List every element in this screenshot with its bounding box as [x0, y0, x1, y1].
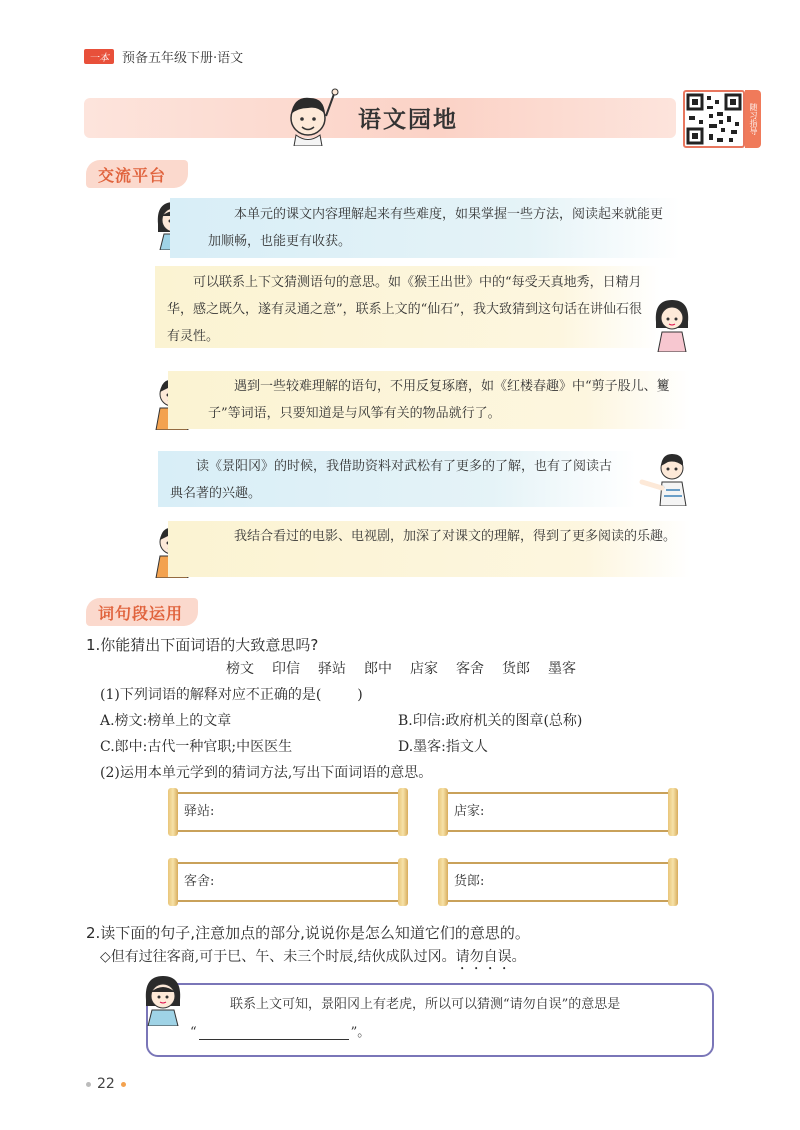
answer-scroll[interactable]	[438, 788, 678, 836]
section-tag-usage: 词句段运用	[86, 598, 198, 626]
boy-avatar-icon	[636, 448, 696, 506]
quote-open: “	[190, 1025, 197, 1040]
dialogue-bubble	[168, 371, 690, 429]
subquestion-1-text: (1)下列词语的解释对应不正确的是(	[100, 687, 322, 703]
bubble-text: 读《景阳冈》的时候，我借助资料对武松有了更多的了解，也有了阅读古典名著的兴趣。	[170, 459, 613, 501]
word-item: 郎中	[364, 661, 392, 677]
answer-blank-input[interactable]	[199, 1024, 349, 1040]
qr-label: 随习指导	[745, 90, 761, 148]
sentence-end: 。	[511, 949, 526, 965]
subquestion-1	[100, 684, 363, 704]
bubble-text: 遇到一些较难理解的语句，不用反复琢磨，如《红楼春趣》中“剪子股儿、籰子”等词语，只要知道是与风筝有关的物品就行了。	[208, 379, 670, 421]
answer-prompt: 联系上文可知，景阳冈上有老虎，所以可以猜测“请勿自误”的意思是	[230, 997, 621, 1012]
answer-fill-line	[190, 1021, 370, 1040]
bubble-text: 我结合看过的电影、电视剧，加深了对课文的理解，得到了更多阅读的乐趣。	[234, 529, 677, 544]
dialogue-bubble	[168, 521, 690, 577]
sentence-text: ◇但有过往客商,可于巳、午、未三个时辰,结伙成队过冈。	[100, 949, 456, 965]
quote-close: ”。	[350, 1025, 371, 1040]
option-d[interactable]: D.墨客:指文人	[398, 739, 488, 755]
page-number	[86, 1076, 126, 1092]
boy-mascot-icon	[278, 86, 344, 146]
word-item: 印信	[272, 661, 300, 677]
option-c[interactable]: C.郎中:古代一种官职;中医医生	[100, 739, 293, 755]
bubble-text: 本单元的课文内容理解起来有些难度，如果掌握一些方法，阅读起来就能更加顺畅，也能更有收获。	[208, 207, 664, 249]
book-title: 预备五年级下册·语文	[122, 50, 244, 66]
subquestion-2: (2)运用本单元学到的猜词方法,写出下面词语的意思。	[100, 765, 433, 781]
question-1-stem: 1.你能猜出下面词语的大致意思吗?	[86, 636, 319, 654]
dialogue-bubble	[158, 451, 636, 507]
answer-scroll[interactable]	[168, 788, 408, 836]
dotted-phrase: 请勿自误	[455, 949, 512, 965]
publisher-logo: 一本	[84, 49, 114, 64]
girl-avatar-icon	[646, 294, 698, 352]
scroll-label: 货郎:	[454, 874, 485, 889]
running-header	[84, 44, 243, 68]
page-number-text: 22	[97, 1076, 115, 1092]
word-item: 客舍	[456, 661, 484, 677]
word-item: 货郎	[502, 661, 530, 677]
word-item: 店家	[410, 661, 438, 677]
scroll-label: 店家:	[454, 804, 485, 819]
dialogue-bubble	[155, 266, 660, 348]
qr-code-icon[interactable]	[683, 90, 745, 148]
example-sentence	[100, 946, 526, 973]
dialogue-bubble	[170, 198, 680, 258]
scroll-label: 驿站:	[184, 804, 215, 819]
page-title: 语文园地	[358, 107, 458, 133]
question-2-stem: 2.读下面的句子,注意加点的部分,说说你是怎么知道它们的意思的。	[86, 924, 530, 942]
word-item: 驿站	[318, 661, 346, 677]
answer-scroll[interactable]	[168, 858, 408, 906]
paren-close: )	[357, 687, 363, 703]
word-item: 墨客	[548, 661, 576, 677]
girl-avatar-icon	[138, 972, 188, 1026]
option-a[interactable]: A.榜文:榜单上的文章	[100, 713, 232, 729]
scroll-label: 客舍:	[184, 874, 215, 889]
option-b[interactable]: B.印信:政府机关的图章(总称)	[398, 713, 583, 729]
section-tag-exchange: 交流平台	[86, 160, 188, 188]
word-item: 榜文	[226, 661, 254, 677]
answer-scroll[interactable]	[438, 858, 678, 906]
word-list	[226, 658, 576, 678]
bubble-text: 可以联系上下文猜测语句的意思。如《猴王出世》中的“每受天真地秀，日精月华，感之既久，遂有灵通之意”，联系上文的“仙石”，我大致猜到这句话在讲仙石很有灵性。	[167, 275, 642, 344]
